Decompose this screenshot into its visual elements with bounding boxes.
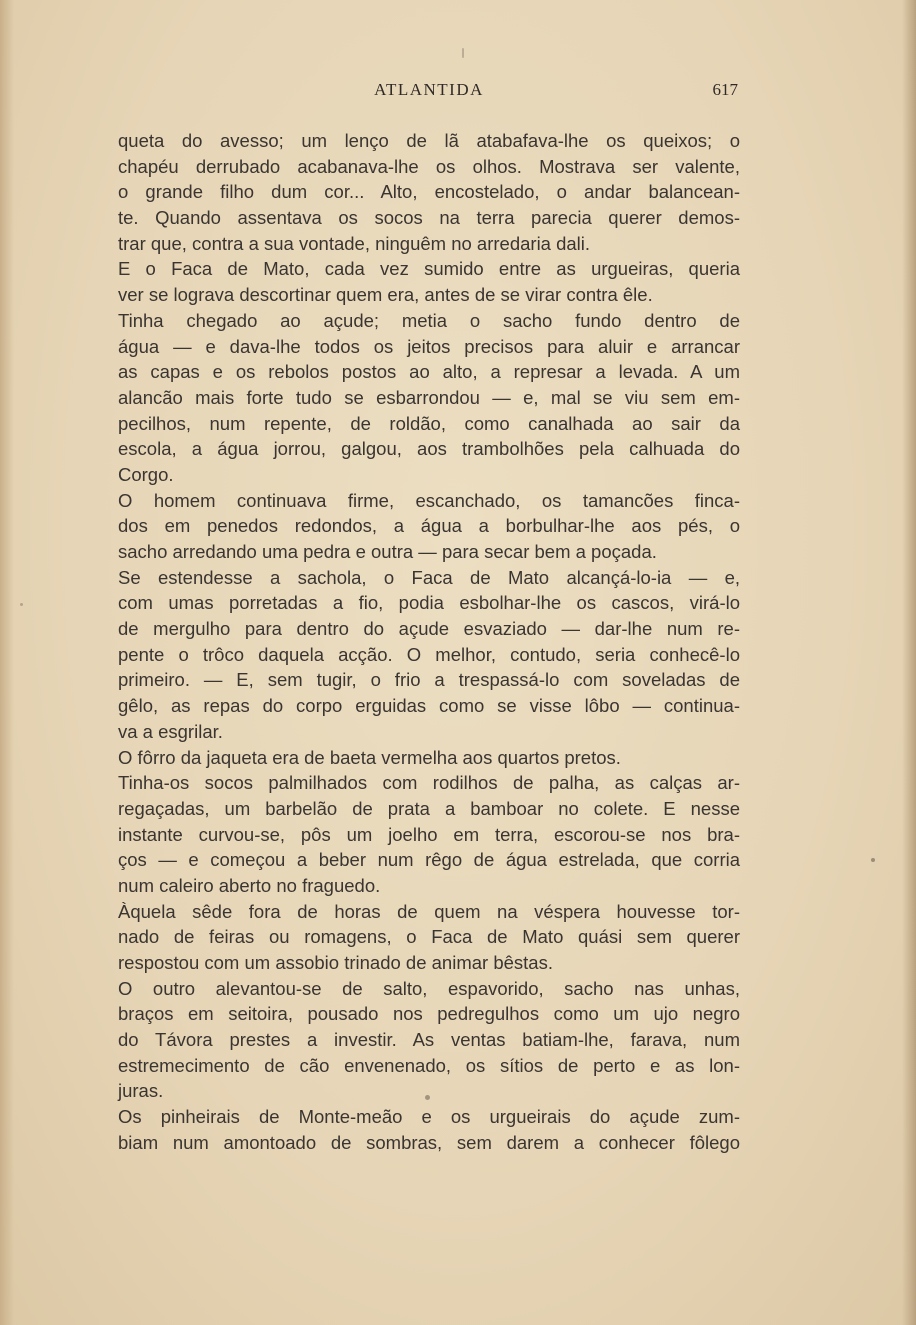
text-line: alancão mais forte tudo se esbarrondou — e, mal se viu sem em- <box>118 386 740 408</box>
text-line: Tinha chegado ao açude; metia o sacho fundo dentro de <box>118 309 740 331</box>
text-line: juras. <box>118 1080 164 1102</box>
paper-speck <box>20 603 23 606</box>
text-line: braços em seitoira, pousado nos pedregulhos como um ujo negro <box>118 1003 740 1025</box>
text-line: regaçadas, um barbelão de prata a bamboar no colete. E nesse <box>118 797 740 819</box>
paper-speck <box>462 48 464 58</box>
text-line: água — e dava-lhe todos os jeitos precisos para aluir e arrancar <box>118 335 740 357</box>
text-line: va a esgrilar. <box>118 720 223 742</box>
text-line: Os pinheirais de Monte-meão e os urgueirais do açude zum- <box>118 1106 740 1128</box>
text-line: Àquela sêde fora de horas de quem na véspera houvesse tor- <box>118 900 740 922</box>
paper-speck <box>425 1095 430 1100</box>
text-line: do Távora prestes a investir. As ventas batiam-lhe, farava, num <box>118 1029 740 1051</box>
text-line: o grande filho dum cor... Alto, encostelado, o andar balancean- <box>118 181 740 203</box>
text-line: pecilhos, num repente, de roldão, como canalhada ao sair da <box>118 412 740 434</box>
text-line: sacho arredando uma pedra e outra — para secar bem a poçada. <box>118 541 657 562</box>
text-line: nado de feiras ou romagens, o Faca de Mato quási sem querer <box>118 926 740 948</box>
text-line: dos em penedos redondos, a água a borbulhar-lhe aos pés, o <box>118 515 740 537</box>
page-right-edge-shadow <box>902 0 916 1325</box>
text-line: ver se lograva descortinar quem era, antes de se virar contra êle. <box>118 284 653 306</box>
text-line: te. Quando assentava os socos na terra parecia querer demos- <box>118 207 740 229</box>
text-line: gêlo, as repas do corpo erguidas como se visse lôbo — continua- <box>118 695 740 717</box>
text-line: O outro alevantou-se de salto, espavorido, sacho nas unhas, <box>118 977 740 999</box>
text-line: escola, a água jorrou, galgou, aos trambolhões pela calhuada do <box>118 438 740 460</box>
body-text <box>118 128 740 1156</box>
text-line: Corgo. <box>118 463 174 485</box>
text-line: de mergulho para dentro do açude esvaziado — dar-lhe num re- <box>118 618 740 640</box>
text-line: respostou com um assobio trinado de animar bêstas. <box>118 952 553 973</box>
page-number: 617 <box>712 80 738 99</box>
text-line: O fôrro da jaqueta era de baeta vermelha aos quartos pretos. <box>118 746 621 768</box>
text-line: queta do avesso; um lenço de lã atabafava-lhe os queixos; o <box>118 130 740 151</box>
text-line: Se estendesse a sachola, o Faca de Mato alcançá-lo-ia — e, <box>118 566 740 588</box>
text-line: trar que, contra a sua vontade, ninguêm no arredaria dali. <box>118 232 591 254</box>
text-line: pente o trôco daquela acção. O melhor, contudo, seria conhecê-lo <box>118 643 740 665</box>
page-left-edge-shadow <box>0 0 14 1325</box>
text-line: num caleiro aberto no fraguedo. <box>118 874 381 896</box>
text-line: primeiro. — E, sem tugir, o frio a trespassá-lo com soveladas de <box>118 669 740 691</box>
text-line: biam num amontoado de sombras, sem darem a conhecer fôlego <box>118 1131 740 1153</box>
text-line: com umas porretadas a fio, podia esbolhar-lhe os cascos, virá-lo <box>118 592 740 614</box>
text-line: O homem continuava firme, escanchado, os tamancões finca- <box>118 489 740 511</box>
running-title: ATLANTIDA <box>374 80 484 99</box>
text-line: chapéu derrubado acabanava-lhe os olhos. Mostrava ser valente, <box>118 155 740 177</box>
text-line: ços — e começou a beber num rêgo de água estrelada, que corria <box>118 849 740 871</box>
paper-speck <box>871 858 875 862</box>
page-header <box>118 80 740 104</box>
text-line: as capas e os rebolos postos ao alto, a represar a levada. A um <box>118 361 740 383</box>
text-line: instante curvou-se, pôs um joelho em terra, escorou-se nos bra- <box>118 823 740 845</box>
text-line: Tinha-os socos palmilhados com rodilhos de palha, as calças ar- <box>118 772 740 794</box>
text-line: estremecimento de cão envenenado, os sítios de perto e as lon- <box>118 1054 740 1076</box>
text-line: E o Faca de Mato, cada vez sumido entre as urgueiras, queria <box>118 258 740 280</box>
